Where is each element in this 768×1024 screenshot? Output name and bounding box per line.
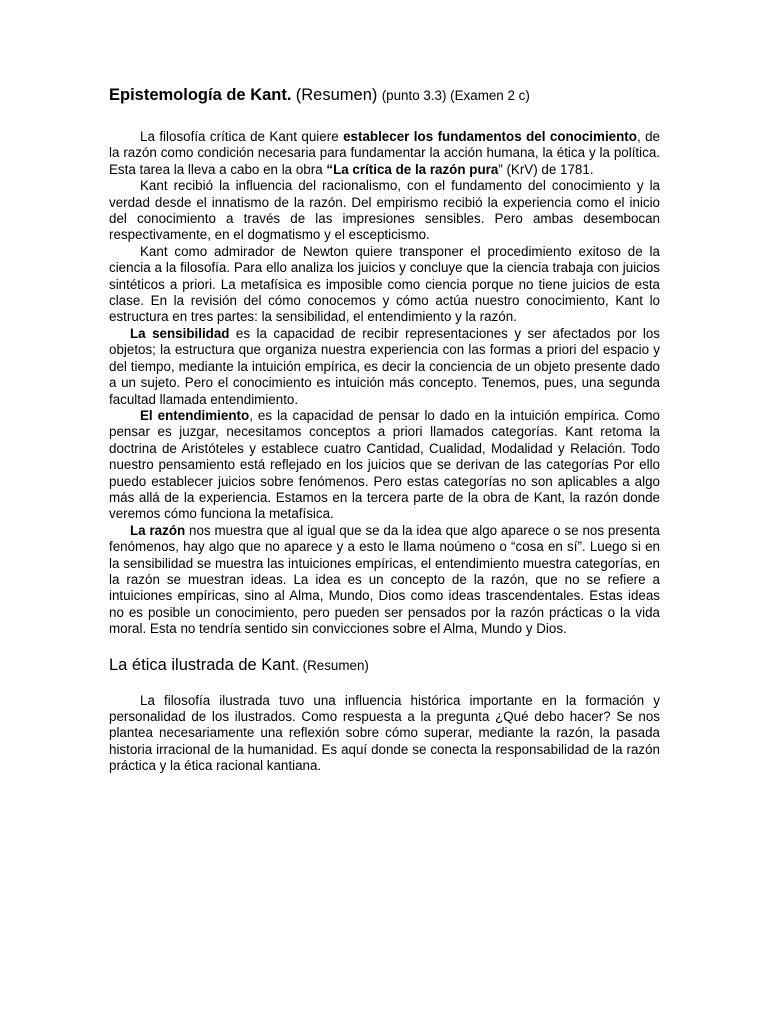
text-run: La filosofía ilustrada tuvo una influencia histórica importante en la formación y personalidad de los ilustrados. Como respuesta a la pregunta ¿Qué debo hacer? Se nos plantea necesariamente una reflexión sobre cómo superar, mediante la razón, la pasada historia irracional de la humanidad. Es aquí donde se conecta la responsabilidad de la razón práctica y la ética racional kantiana. <box>109 692 660 774</box>
paragraph <box>109 178 660 244</box>
paragraph <box>109 129 660 178</box>
title-small: (punto 3.3) (Examen 2 c) <box>381 88 530 103</box>
bold-text: La sensibilidad <box>130 325 230 341</box>
document-page <box>109 84 660 775</box>
title-rest: . (Resumen) <box>295 657 369 673</box>
paragraph <box>109 408 660 523</box>
text-run: La filosofía crítica de Kant quiere <box>140 129 344 144</box>
paragraph <box>109 523 660 638</box>
text-run: Kant recibió la influencia del racionalismo, con el fundamento del conocimiento y la verdad desde el innatismo de la razón. Del empirismo recibió la experiencia como el inicio del conocimiento a través de las impresiones sensibles. Pero ambas desembocan respectivamente, en el dogmatismo y el escepticismo. <box>109 178 660 243</box>
title-main: La ética ilustrada de Kant <box>109 655 296 674</box>
text-run: , de la razón como condición necesaria para fundamentar la acción humana, la ética y la política. Esta tarea la lleva a cabo en la obra <box>109 129 660 177</box>
title-normal: (Resumen) <box>295 86 378 104</box>
paragraph <box>109 326 660 408</box>
text-run: , es la capacidad de pensar lo dado en la intuición empírica. Como pensar es juzgar, necesitamos conceptos a priori llamados categorías. Kant retoma la doctrina de Aristóteles y establece cuatro Cantidad, Cualidad, Modalidad y Relación. Todo nuestro pensamiento está reflejado en los juicios que se derivan de las categorías Por ello puedo establecer juicios sobre fenómenos. Pero estas categorías no son aplicables a algo más allá de la experiencia. Estamos en la tercera parte de la obra de Kant, la razón donde veremos cómo funciona la metafísica. <box>109 407 660 522</box>
bold-text: La razón <box>130 522 186 538</box>
section-title-epistemologia <box>109 84 660 107</box>
title-bold: Epistemología de Kant. <box>109 86 292 104</box>
paragraph <box>109 244 660 326</box>
bold-text: El entendimiento <box>140 407 250 423</box>
text-run: ” (KrV) de 1781. <box>498 161 594 177</box>
text-run: nos muestra que al igual que se da la idea que algo aparece o se nos presenta fenómenos, hay algo que no aparece y a esto le llama noúmeno o “cosa en sí”. Luego si en la sensibilidad se muestra las intuiciones empíricas, el entendimiento muestra categorías, en la razón se muestran ideas. La idea es un concepto de la razón, que no se refiere a intuiciones empíricas, sino al Alma, Mundo, Dios como ideas trascendentales. Estas ideas no es posible un conocimiento, pero pueden ser pensados por la razón prácticas o la vida moral. Esta no tendría sentido sin convicciones sobre el Alma, Mundo y Dios. <box>109 522 660 637</box>
section-title-etica <box>109 654 660 677</box>
bold-text: establecer los fundamentos del conocimiento <box>343 129 637 144</box>
bold-text: “La crítica de la razón pura <box>326 161 499 177</box>
text-run: Kant como admirador de Newton quiere transponer el procedimiento exitoso de la ciencia a la filosofía. Para ello analiza los juicios y concluye que la ciencia trabaja con juicios sintéticos a priori. La metafísica es imposible como ciencia porque no tiene juicios de esta clase. En la revisión del cómo conocemos y cómo actúa nuestro conocimiento, Kant lo estructura en tres partes: la sensibilidad, el entendimiento y la razón. <box>109 243 660 325</box>
text-run: es la capacidad de recibir representaciones y ser afectados por los objetos; la estructura que organiza nuestra experiencia con las formas a priori del espacio y del tiempo, mediante la intuición empírica, es decir la conciencia de un objeto presente dado a un sujeto. Pero el conocimiento es intuición más concepto. Tenemos, pues, una segunda facultad llamada entendimiento. <box>109 325 660 407</box>
paragraph <box>109 693 660 775</box>
